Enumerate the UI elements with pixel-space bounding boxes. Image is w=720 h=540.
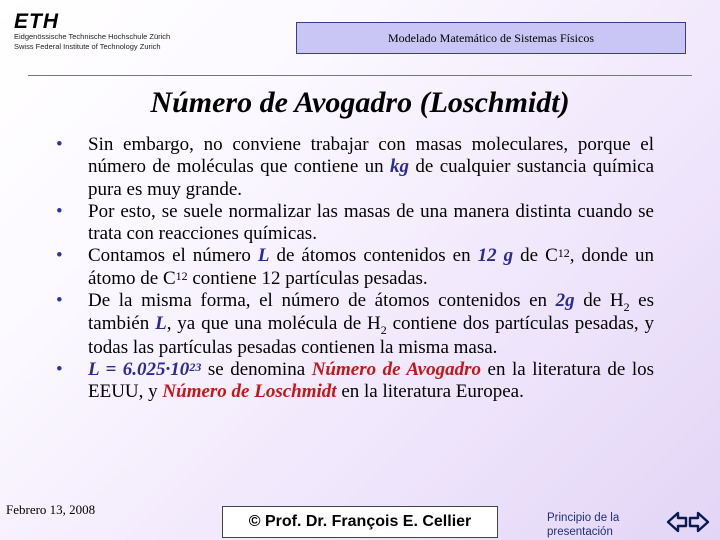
- element-C: C: [545, 245, 558, 267]
- eth-logo-line1: Eidgenössische Technische Hochschule Zürich: [14, 32, 171, 41]
- molecule-H2: H: [367, 313, 381, 335]
- mass-2g: 2g: [555, 290, 575, 312]
- molecule-H2: H: [609, 290, 624, 312]
- bullet-dot: •: [56, 200, 63, 222]
- element-C: C: [162, 267, 176, 289]
- course-title: Modelado Matemático de Sistemas Físicos: [388, 30, 594, 45]
- author-box: [222, 506, 498, 538]
- bullet-list: [56, 134, 654, 404]
- eth-logo-line2: Swiss Federal Institute of Technology Zurich: [14, 42, 161, 51]
- symbol-L: L: [257, 245, 270, 267]
- course-title-box: [296, 22, 686, 54]
- bullet-dot: •: [56, 245, 63, 267]
- back-arrow-icon: [668, 513, 686, 531]
- term-loschmidt: Número de Loschmidt: [162, 381, 337, 403]
- eth-logo-mark: ETH: [14, 10, 59, 33]
- avogadro-equation: L = 6.025·10: [88, 358, 190, 380]
- slide-title: Número de Avogadro (Loschmidt): [150, 86, 570, 119]
- term-avogadro: Número de Avogadro: [311, 358, 481, 380]
- symbol-L: L: [155, 313, 167, 335]
- forward-arrow-icon: [690, 513, 708, 531]
- bullet-item-5: • $L = 6.025\cdot 10^{23}$ se denomina Número de Avogadro en la literatura de los EEUU, y Número de Loschmidt en la literatura Europea.: [56, 358, 654, 403]
- bullet-item-2: • Por esto, se suele normalizar las masas de una manera distinta cuando se trata con reacciones químicas.: [56, 200, 654, 245]
- author-name: © Prof. Dr. François E. Cellier: [248, 513, 472, 530]
- mass-12g: 12 g: [477, 245, 514, 267]
- header-divider: [28, 75, 692, 76]
- bullet-dot: •: [56, 358, 63, 380]
- back-forward-arrows-icon[interactable]: [666, 510, 710, 534]
- start-link[interactable]: Principio de la presentación: [547, 512, 620, 538]
- bullet-item-4: • De la misma forma, el número de átomos contenidos en 2g de $H_2$ es también L, ya que una molécula de $H_2$ contiene dos partículas pesadas, y todas las partículas pesadas contienen la misma masa.: [56, 290, 655, 358]
- bullet-dot: •: [56, 134, 63, 155]
- unit-kg: kg: [390, 156, 410, 178]
- bullet-dot: •: [56, 290, 63, 312]
- bullet-item-1: • Sin embargo, no conviene trabajar con masas moleculares, porque el número de moléculas que contiene un kg de cualquier sustancia química pura es muy grande.: [56, 134, 655, 200]
- bullet-item-3: • Contamos el número L de átomos contenidos en 12 g de $C^{12}$, donde un átomo de $C^{12}$ contiene 12 partículas pesadas.: [56, 245, 655, 289]
- footer-date: Febrero 13, 2008: [6, 502, 96, 517]
- eth-logo: [14, 12, 184, 52]
